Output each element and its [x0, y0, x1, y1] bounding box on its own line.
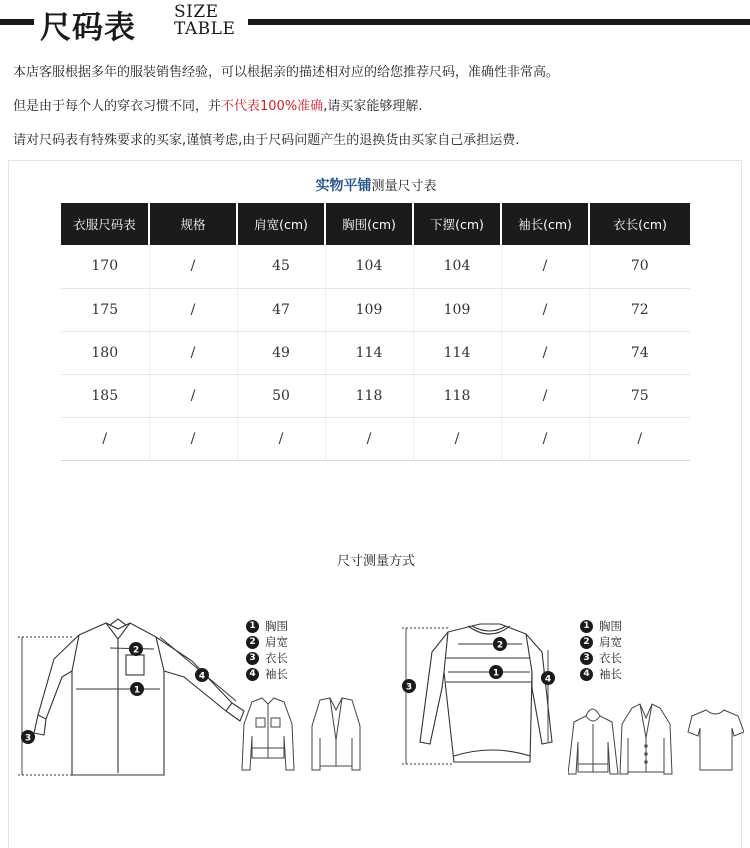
header-title: 尺码表 — [40, 10, 136, 46]
legend-number: 4 — [580, 668, 593, 681]
note-line-1: 本店客服根据多年的服装销售经验，可以根据亲的描述相对应的给您推荐尺码，准确性非常高。 — [13, 65, 560, 80]
measure-title: 尺寸测量方式 — [336, 554, 415, 569]
table-cell: 118 — [325, 374, 413, 417]
size-table — [61, 203, 690, 461]
table-cell: 104 — [325, 245, 413, 288]
table-cell: 74 — [589, 331, 690, 374]
header-sleeve: 袖长(cm) — [501, 203, 589, 245]
note-line-2-highlight: 不代表100%准确 — [221, 99, 324, 114]
header-bar-right — [248, 19, 750, 25]
legend-number: 4 — [246, 668, 259, 681]
table-cell: / — [501, 331, 589, 374]
legend-item — [580, 618, 622, 634]
legend-item — [580, 650, 622, 666]
table-cell: 72 — [589, 288, 690, 331]
table-cell: 104 — [413, 245, 501, 288]
size-notes — [13, 63, 559, 165]
legend-label: 袖长 — [265, 667, 288, 681]
shirt-measure-illustration — [14, 615, 254, 785]
table-cell: 118 — [413, 374, 501, 417]
legend-item — [246, 634, 288, 650]
legend-label: 袖长 — [599, 667, 622, 681]
legend-item — [246, 618, 288, 634]
page-header — [0, 0, 750, 44]
header-size: 衣服尺码表 — [61, 203, 149, 245]
legend-item — [246, 650, 288, 666]
legend-right — [580, 618, 622, 682]
legend-number: 2 — [580, 636, 593, 649]
legend-label: 衣长 — [265, 651, 288, 665]
legend-left — [246, 618, 288, 682]
marker-chest-right: 1 — [492, 668, 500, 679]
table-cell: / — [149, 288, 237, 331]
marker-shoulder: 2 — [132, 645, 140, 656]
header-hem: 下摆(cm) — [413, 203, 501, 245]
legend-item — [580, 634, 622, 650]
note-line-2 — [13, 97, 559, 131]
table-cell: / — [325, 417, 413, 460]
jacket-sketches-left — [234, 696, 364, 778]
table-row — [61, 374, 690, 417]
table-cell: / — [501, 288, 589, 331]
table-cell: 49 — [237, 331, 325, 374]
table-title — [9, 175, 743, 195]
header-title-en — [174, 4, 235, 38]
table-row — [61, 245, 690, 288]
legend-label: 胸围 — [265, 619, 288, 633]
table-cell: / — [237, 417, 325, 460]
note-line-2-end: ,请买家能够理解. — [323, 99, 423, 114]
table-cell: / — [149, 374, 237, 417]
legend-item — [580, 666, 622, 682]
table-cell: 114 — [325, 331, 413, 374]
table-cell: / — [501, 245, 589, 288]
sweater-measure-illustration — [398, 612, 568, 782]
table-cell: / — [501, 374, 589, 417]
legend-label: 胸围 — [599, 619, 622, 633]
table-cell: 70 — [589, 245, 690, 288]
table-cell: 185 — [61, 374, 149, 417]
table-cell: / — [501, 417, 589, 460]
marker-chest: 1 — [133, 685, 141, 696]
marker-length-right: 3 — [405, 682, 413, 693]
table-cell: / — [413, 417, 501, 460]
top-sketches-right — [568, 702, 744, 782]
table-cell: 45 — [237, 245, 325, 288]
legend-number: 1 — [246, 620, 259, 633]
legend-number: 3 — [580, 652, 593, 665]
legend-number: 3 — [246, 652, 259, 665]
table-cell: 47 — [237, 288, 325, 331]
legend-number: 2 — [246, 636, 259, 649]
table-cell: 180 — [61, 331, 149, 374]
marker-sleeve: 4 — [198, 671, 206, 682]
table-cell: / — [61, 417, 149, 460]
header-title-en-table: TABLE — [174, 19, 236, 39]
table-row — [61, 417, 690, 460]
table-cell: 75 — [589, 374, 690, 417]
table-cell: 109 — [413, 288, 501, 331]
legend-item — [246, 666, 288, 682]
legend-label: 肩宽 — [265, 635, 288, 649]
header-title-en-size: SIZE — [174, 2, 219, 22]
header-shoulder: 肩宽(cm) — [237, 203, 325, 245]
table-row — [61, 288, 690, 331]
table-title-highlight: 实物平铺 — [315, 178, 372, 194]
note-line-3: 请对尺码表有特殊要求的买家,谨慎考虑,由于尺码问题产生的退换货由买家自己承担运费. — [13, 133, 520, 148]
note-line-2-start: 但是由于每个人的穿衣习惯不同，并 — [13, 99, 222, 114]
size-table-header-row — [61, 203, 690, 245]
table-cell: / — [149, 331, 237, 374]
table-cell: / — [149, 417, 237, 460]
marker-shoulder-right: 2 — [496, 640, 504, 651]
header-length: 衣长(cm) — [589, 203, 690, 245]
marker-sleeve-right: 4 — [544, 674, 552, 685]
table-cell: 50 — [237, 374, 325, 417]
table-cell: 114 — [413, 331, 501, 374]
table-cell: 170 — [61, 245, 149, 288]
legend-label: 衣长 — [599, 651, 622, 665]
table-cell: / — [589, 417, 690, 460]
table-cell: 109 — [325, 288, 413, 331]
legend-label: 肩宽 — [599, 635, 622, 649]
table-cell: 175 — [61, 288, 149, 331]
legend-number: 1 — [580, 620, 593, 633]
table-cell: / — [149, 245, 237, 288]
header-chest: 胸围(cm) — [325, 203, 413, 245]
table-row — [61, 331, 690, 374]
header-bar-left — [0, 19, 34, 25]
table-title-rest: 测量尺寸表 — [371, 179, 437, 194]
marker-length: 3 — [24, 733, 32, 744]
header-spec: 规格 — [149, 203, 237, 245]
